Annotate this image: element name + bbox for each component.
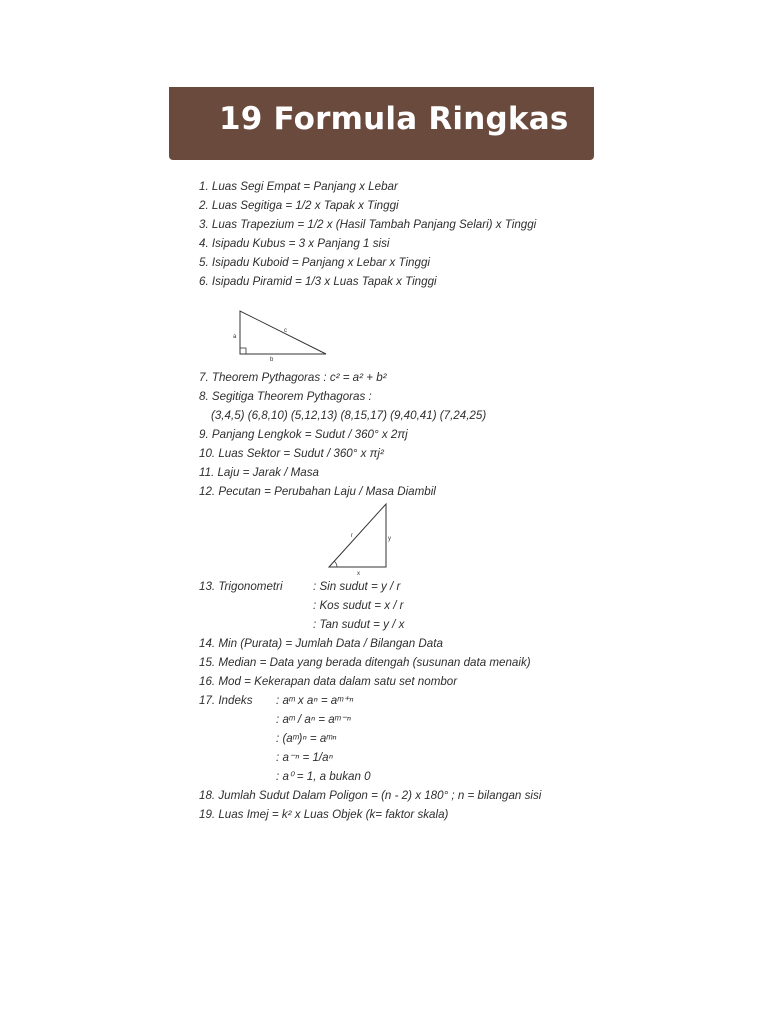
side-c-label: c bbox=[284, 328, 287, 334]
index-rule-3: : (aᵐ)ⁿ = aᵐⁿ bbox=[276, 732, 337, 745]
formula-15: 15. Median = Data yang berada ditengah (susunan data menaik) bbox=[199, 656, 531, 669]
formula-14: 14. Min (Purata) = Jumlah Data / Bilangan Data bbox=[199, 637, 443, 650]
trig-tan: : Tan sudut = y / x bbox=[313, 618, 405, 631]
trig-cos: : Kos sudut = x / r bbox=[313, 599, 404, 612]
index-rule-1: : aᵐ x aⁿ = aᵐ⁺ⁿ bbox=[276, 694, 354, 707]
title-banner bbox=[169, 87, 594, 160]
formula-11: 11. Laju = Jarak / Masa bbox=[199, 466, 319, 479]
index-rule-2: : aᵐ / aⁿ = aᵐ⁻ⁿ bbox=[276, 713, 351, 726]
trigonometry-triangle-diagram bbox=[323, 500, 395, 576]
formula-17: 17. Indeks bbox=[199, 694, 253, 707]
index-rule-5: : a⁰ = 1, a bukan 0 bbox=[276, 770, 371, 783]
formula-13: 13. Trigonometri bbox=[199, 580, 283, 593]
index-rule-4: : a⁻ⁿ = 1/aⁿ bbox=[276, 751, 333, 764]
formula-6: 6. Isipadu Piramid = 1/3 x Luas Tapak x Tinggi bbox=[199, 275, 437, 288]
formula-18: 18. Jumlah Sudut Dalam Poligon = (n - 2) x 180° ; n = bilangan sisi bbox=[199, 789, 542, 802]
formula-8: 8. Segitiga Theorem Pythagoras : bbox=[199, 390, 372, 403]
page-title: 19 Formula Ringkas bbox=[219, 101, 569, 137]
formula-10: 10. Luas Sektor = Sudut / 360° x πj² bbox=[199, 447, 384, 460]
pythagoras-triples: (3,4,5) (6,8,10) (5,12,13) (8,15,17) (9,40,41) (7,24,25) bbox=[211, 409, 487, 422]
formula-4: 4. Isipadu Kubus = 3 x Panjang 1 sisi bbox=[199, 237, 390, 250]
formula-2: 2. Luas Segitiga = 1/2 x Tapak x Tinggi bbox=[199, 199, 399, 212]
formula-19: 19. Luas Imej = k² x Luas Objek (k= faktor skala) bbox=[199, 808, 449, 821]
trig-sin: : Sin sudut = y / r bbox=[313, 580, 401, 593]
formula-3: 3. Luas Trapezium = 1/2 x (Hasil Tambah Panjang Selari) x Tinggi bbox=[199, 218, 537, 231]
formula-1: 1. Luas Segi Empat = Panjang x Lebar bbox=[199, 180, 398, 193]
side-r-label: r bbox=[351, 533, 353, 539]
formula-7: 7. Theorem Pythagoras : c² = a² + b² bbox=[199, 371, 387, 384]
formula-12: 12. Pecutan = Perubahan Laju / Masa Diambil bbox=[199, 485, 436, 498]
formula-16: 16. Mod = Kekerapan data dalam satu set nombor bbox=[199, 675, 458, 688]
formula-9: 9. Panjang Lengkok = Sudut / 360° x 2πj bbox=[199, 428, 408, 441]
pythagoras-triangle-diagram bbox=[232, 306, 332, 362]
formula-5: 5. Isipadu Kuboid = Panjang x Lebar x Tinggi bbox=[199, 256, 430, 269]
side-y-label: y bbox=[388, 536, 391, 542]
side-a-label: a bbox=[233, 334, 237, 340]
side-b-label: b bbox=[270, 357, 274, 362]
side-x-label: x bbox=[357, 571, 360, 576]
